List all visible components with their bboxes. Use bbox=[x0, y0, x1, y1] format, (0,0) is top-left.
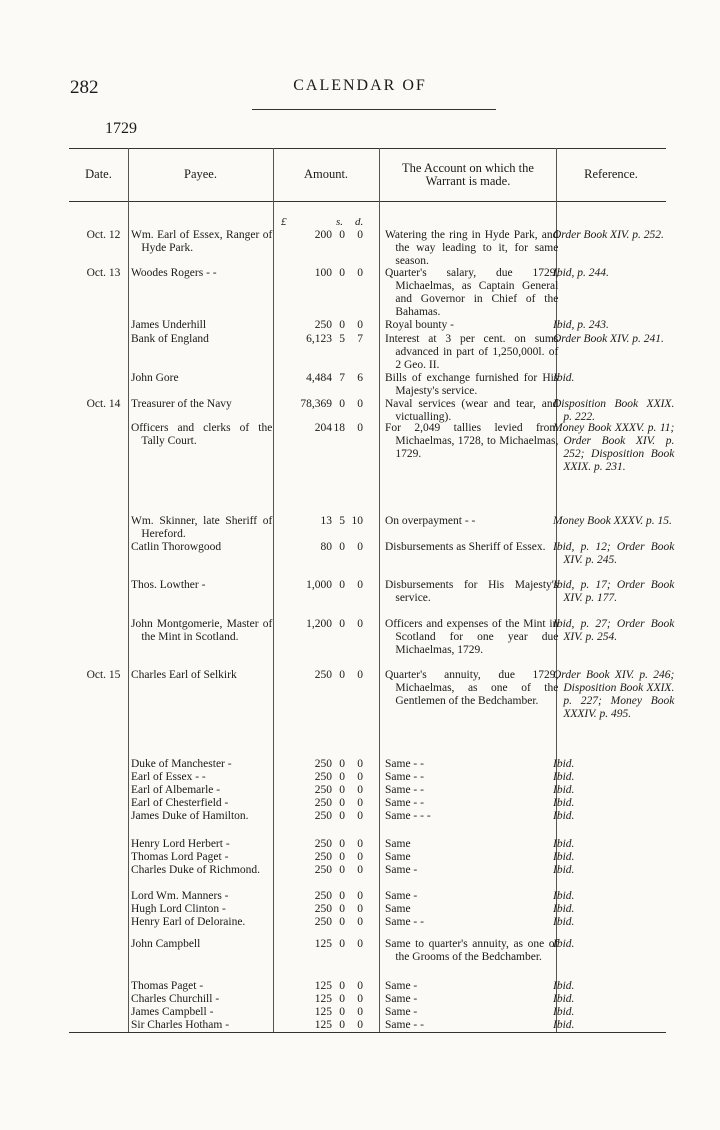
cell-account: Disbursements as Sheriff of Essex. bbox=[385, 541, 546, 553]
cell-pounds: 250 bbox=[314, 851, 332, 863]
cell-shillings: 0 bbox=[339, 398, 345, 410]
cell-pounds: 250 bbox=[314, 903, 332, 915]
cell-pence: 0 bbox=[357, 797, 363, 809]
cell-account: Bills of exchange furnished for His Majesty's service. bbox=[385, 372, 559, 397]
cell-pounds: 125 bbox=[314, 993, 332, 1005]
cell-shillings: 0 bbox=[339, 229, 345, 241]
cell-account: For 2,049 tallies levied from Michaelmas, 1728, to Michaelmas, 1729. bbox=[385, 422, 559, 460]
cell-pounds: 13 bbox=[320, 515, 332, 527]
cell-account: Same - bbox=[385, 993, 418, 1005]
cell-reference: Ibid, p. 27; Order Book XIV. p. 254. bbox=[553, 618, 675, 643]
cell-reference: Ibid. bbox=[553, 980, 575, 992]
cell-account: Same - - - bbox=[385, 810, 431, 822]
cell-shillings: 0 bbox=[339, 579, 345, 591]
cell-shillings: 18 bbox=[333, 422, 345, 434]
cell-account: Same - bbox=[385, 864, 418, 876]
cell-payee: Catlin Thorowgood bbox=[131, 541, 222, 553]
cell-account: Same to quarter's annuity, as one of the Grooms of the Bedchamber. bbox=[385, 938, 559, 963]
cell-pounds: 250 bbox=[314, 771, 332, 783]
cell-pence: 0 bbox=[357, 993, 363, 1005]
cell-pence: 0 bbox=[357, 771, 363, 783]
cell-account: Same bbox=[385, 903, 411, 915]
cell-shillings: 0 bbox=[339, 980, 345, 992]
cell-pence: 0 bbox=[357, 784, 363, 796]
cell-payee: James Duke of Hamilton. bbox=[131, 810, 249, 822]
cell-shillings: 5 bbox=[339, 333, 345, 345]
cell-date: Oct. 14 bbox=[86, 398, 121, 410]
cell-payee: Earl of Essex - - bbox=[131, 771, 206, 783]
cell-reference: Ibid. bbox=[553, 1019, 575, 1031]
cell-shillings: 0 bbox=[339, 797, 345, 809]
cell-shillings: 0 bbox=[339, 771, 345, 783]
cell-pounds: 250 bbox=[314, 916, 332, 928]
cell-pence: 0 bbox=[357, 541, 363, 553]
cell-shillings: 0 bbox=[339, 864, 345, 876]
cell-payee: Earl of Albemarle - bbox=[131, 784, 221, 796]
cell-shillings: 0 bbox=[339, 319, 345, 331]
year-heading: 1729 bbox=[105, 120, 137, 137]
cell-payee: Hugh Lord Clinton - bbox=[131, 903, 226, 915]
cell-account: Same - bbox=[385, 1006, 418, 1018]
running-title: CALENDAR OF bbox=[293, 77, 427, 94]
cell-pence: 0 bbox=[357, 579, 363, 591]
cell-account: Interest at 3 per cent. on sums advanced in part of 1,250,000l. of 2 Geo. II. bbox=[385, 333, 559, 371]
cell-pounds: 250 bbox=[314, 669, 332, 681]
cell-pence: 0 bbox=[357, 890, 363, 902]
cell-pounds: 250 bbox=[314, 810, 332, 822]
cell-pence: 0 bbox=[357, 422, 363, 434]
cell-reference: Ibid. bbox=[553, 903, 575, 915]
cell-pence: 0 bbox=[357, 758, 363, 770]
header-payee: Payee. bbox=[184, 167, 217, 181]
title-rule bbox=[252, 109, 496, 110]
cell-account: Same bbox=[385, 851, 411, 863]
cell-pounds: 125 bbox=[314, 1006, 332, 1018]
cell-shillings: 0 bbox=[339, 810, 345, 822]
cell-payee: Henry Lord Herbert - bbox=[131, 838, 230, 850]
cell-pounds: 250 bbox=[314, 784, 332, 796]
page-number: 282 bbox=[70, 77, 99, 98]
cell-shillings: 0 bbox=[339, 890, 345, 902]
cell-pounds: 125 bbox=[314, 980, 332, 992]
cell-pence: 0 bbox=[357, 916, 363, 928]
cell-payee: Thomas Lord Paget - bbox=[131, 851, 229, 863]
cell-payee: John Gore bbox=[131, 372, 179, 384]
cell-date: Oct. 15 bbox=[86, 669, 121, 681]
cell-account: Same - bbox=[385, 980, 418, 992]
cell-pence: 0 bbox=[357, 229, 363, 241]
cell-pounds: 125 bbox=[314, 938, 332, 950]
cell-shillings: 0 bbox=[339, 267, 345, 279]
cell-payee: James Underhill bbox=[131, 319, 207, 331]
cell-reference: Ibid. bbox=[553, 810, 575, 822]
cell-pounds: 204 bbox=[314, 422, 332, 434]
cell-shillings: 0 bbox=[339, 993, 345, 1005]
ledger-table bbox=[69, 148, 675, 1032]
cell-pounds: 1,000 bbox=[306, 579, 332, 591]
table-header-rule bbox=[69, 201, 666, 202]
cell-reference: Order Book XIV. p. 246; Disposition Book XXIX. p. 227; Money Book XXXIV. p. 495. bbox=[553, 669, 675, 720]
cell-pence: 0 bbox=[357, 903, 363, 915]
cell-pounds: 250 bbox=[314, 319, 332, 331]
cell-pence: 0 bbox=[357, 398, 363, 410]
cell-reference: Ibid. bbox=[553, 797, 575, 809]
cell-payee: Wm. Earl of Essex, Ranger of Hyde Park. bbox=[131, 229, 273, 254]
cell-reference: Ibid. bbox=[553, 838, 575, 850]
cell-reference: Ibid. bbox=[553, 890, 575, 902]
cell-reference: Order Book XIV. p. 252. bbox=[553, 229, 664, 241]
cell-pounds: 250 bbox=[314, 838, 332, 850]
cell-payee: Bank of England bbox=[131, 333, 209, 345]
cell-account: Same - - bbox=[385, 1019, 424, 1031]
cell-payee: Duke of Manchester - bbox=[131, 758, 232, 770]
cell-pence: 0 bbox=[357, 980, 363, 992]
header-reference: Reference. bbox=[584, 167, 638, 181]
cell-payee: Sir Charles Hotham - bbox=[131, 1019, 230, 1031]
cell-pounds: 78,369 bbox=[300, 398, 332, 410]
cell-account: On overpayment - - bbox=[385, 515, 476, 527]
cell-pence: 0 bbox=[357, 1006, 363, 1018]
cell-reference: Money Book XXXV. p. 11; Order Book XIV. p. 252; Disposition Book XXIX. p. 231. bbox=[553, 422, 675, 473]
unit-pence: d. bbox=[355, 216, 364, 228]
header-date: Date. bbox=[85, 167, 112, 181]
table-bottom-rule bbox=[69, 1032, 666, 1033]
cell-reference: Ibid. bbox=[553, 771, 575, 783]
cell-pounds: 250 bbox=[314, 797, 332, 809]
cell-shillings: 0 bbox=[339, 618, 345, 630]
cell-shillings: 0 bbox=[339, 1006, 345, 1018]
cell-pence: 0 bbox=[357, 669, 363, 681]
cell-account: Naval services (wear and tear, and victualling). bbox=[385, 398, 559, 423]
cell-shillings: 0 bbox=[339, 851, 345, 863]
cell-pence: 10 bbox=[351, 515, 363, 527]
column-divider bbox=[128, 148, 129, 1032]
cell-payee: Woodes Rogers - - bbox=[131, 267, 217, 279]
cell-shillings: 7 bbox=[339, 372, 345, 384]
cell-reference: Ibid. bbox=[553, 1006, 575, 1018]
cell-pounds: 1,200 bbox=[306, 618, 332, 630]
cell-pence: 0 bbox=[357, 319, 363, 331]
cell-shillings: 0 bbox=[339, 784, 345, 796]
cell-shillings: 0 bbox=[339, 903, 345, 915]
header-amount: Amount. bbox=[303, 167, 349, 181]
cell-account: Quarter's annuity, due 1729, Michaelmas, as one of the Gentlemen of the Bedchamber. bbox=[385, 669, 559, 707]
cell-account: Same - - bbox=[385, 771, 424, 783]
cell-pence: 0 bbox=[357, 864, 363, 876]
cell-reference: Ibid, p. 243. bbox=[553, 319, 609, 331]
cell-pence: 0 bbox=[357, 267, 363, 279]
cell-pence: 0 bbox=[357, 1019, 363, 1031]
cell-shillings: 5 bbox=[339, 515, 345, 527]
cell-account: Royal bounty - bbox=[385, 319, 454, 331]
cell-payee: Charles Duke of Richmond. bbox=[131, 864, 261, 876]
cell-reference: Ibid. bbox=[553, 993, 575, 1005]
cell-reference: Ibid. bbox=[553, 916, 575, 928]
cell-payee: Officers and clerks of the Tally Court. bbox=[131, 422, 273, 447]
cell-shillings: 0 bbox=[339, 938, 345, 950]
cell-reference: Money Book XXXV. p. 15. bbox=[553, 515, 672, 527]
cell-pounds: 6,123 bbox=[306, 333, 332, 345]
cell-shillings: 0 bbox=[339, 669, 345, 681]
cell-account: Disbursements for His Majesty's service. bbox=[385, 579, 559, 604]
cell-account: Same - bbox=[385, 890, 418, 902]
cell-reference: Ibid, p. 244. bbox=[553, 267, 609, 279]
cell-shillings: 0 bbox=[339, 838, 345, 850]
cell-pence: 0 bbox=[357, 810, 363, 822]
column-divider bbox=[379, 148, 380, 1032]
cell-reference: Ibid, p. 17; Order Book XIV. p. 177. bbox=[553, 579, 675, 604]
cell-reference: Ibid, p. 12; Order Book XIV. p. 245. bbox=[553, 541, 675, 566]
cell-pence: 0 bbox=[357, 838, 363, 850]
cell-payee: John Montgomerie, Master of the Mint in Scotland. bbox=[131, 618, 273, 643]
cell-reference: Ibid. bbox=[553, 864, 575, 876]
cell-payee: Treasurer of the Navy bbox=[131, 398, 232, 410]
cell-date: Oct. 13 bbox=[86, 267, 121, 279]
cell-reference: Disposition Book XXIX. p. 222. bbox=[553, 398, 675, 423]
cell-pounds: 250 bbox=[314, 758, 332, 770]
cell-pounds: 100 bbox=[314, 267, 332, 279]
cell-shillings: 0 bbox=[339, 1019, 345, 1031]
cell-account: Same - - bbox=[385, 797, 424, 809]
unit-pounds: £ bbox=[281, 216, 287, 228]
cell-payee: James Campbell - bbox=[131, 1006, 214, 1018]
cell-pence: 7 bbox=[357, 333, 363, 345]
cell-reference: Ibid. bbox=[553, 784, 575, 796]
cell-account: Same - - bbox=[385, 784, 424, 796]
header-account: The Account on which the Warrant is made. bbox=[402, 160, 534, 188]
cell-pence: 0 bbox=[357, 938, 363, 950]
cell-pence: 0 bbox=[357, 851, 363, 863]
cell-reference: Order Book XIV. p. 241. bbox=[553, 333, 664, 345]
cell-payee: Earl of Chesterfield - bbox=[131, 797, 229, 809]
cell-reference: Ibid. bbox=[553, 938, 575, 950]
cell-payee: Lord Wm. Manners - bbox=[131, 890, 229, 902]
cell-pounds: 80 bbox=[320, 541, 332, 553]
cell-pounds: 4,484 bbox=[306, 372, 332, 384]
cell-account: Quarter's salary, due 1729, Michaelmas, as Captain General and Governor in Chief of the Bahamas. bbox=[385, 267, 559, 318]
cell-shillings: 0 bbox=[339, 758, 345, 770]
cell-payee: Thos. Lowther - bbox=[131, 579, 206, 591]
cell-account: Same - - bbox=[385, 758, 424, 770]
cell-account: Same - - bbox=[385, 916, 424, 928]
cell-payee: Wm. Skinner, late Sheriff of Hereford. bbox=[131, 515, 273, 540]
cell-date: Oct. 12 bbox=[86, 229, 121, 241]
cell-shillings: 0 bbox=[339, 541, 345, 553]
cell-account: Watering the ring in Hyde Park, and the way leading to it, for same season. bbox=[385, 229, 559, 267]
cell-account: Officers and expenses of the Mint in Scotland for one year due Michaelmas, 1729. bbox=[385, 618, 559, 656]
cell-reference: Ibid. bbox=[553, 851, 575, 863]
cell-shillings: 0 bbox=[339, 916, 345, 928]
cell-reference: Ibid. bbox=[553, 372, 575, 384]
cell-pounds: 125 bbox=[314, 1019, 332, 1031]
cell-payee: Charles Churchill - bbox=[131, 993, 220, 1005]
cell-pounds: 200 bbox=[314, 229, 332, 241]
cell-pounds: 250 bbox=[314, 864, 332, 876]
cell-reference: Ibid. bbox=[553, 758, 575, 770]
cell-payee: Henry Earl of Deloraine. bbox=[131, 916, 246, 928]
cell-account: Same bbox=[385, 838, 411, 850]
cell-pence: 6 bbox=[357, 372, 363, 384]
cell-payee: Thomas Paget - bbox=[131, 980, 204, 992]
cell-pounds: 250 bbox=[314, 890, 332, 902]
cell-pence: 0 bbox=[357, 618, 363, 630]
cell-payee: Charles Earl of Selkirk bbox=[131, 669, 237, 681]
cell-payee: John Campbell bbox=[131, 938, 201, 950]
unit-shillings: s. bbox=[336, 216, 344, 228]
